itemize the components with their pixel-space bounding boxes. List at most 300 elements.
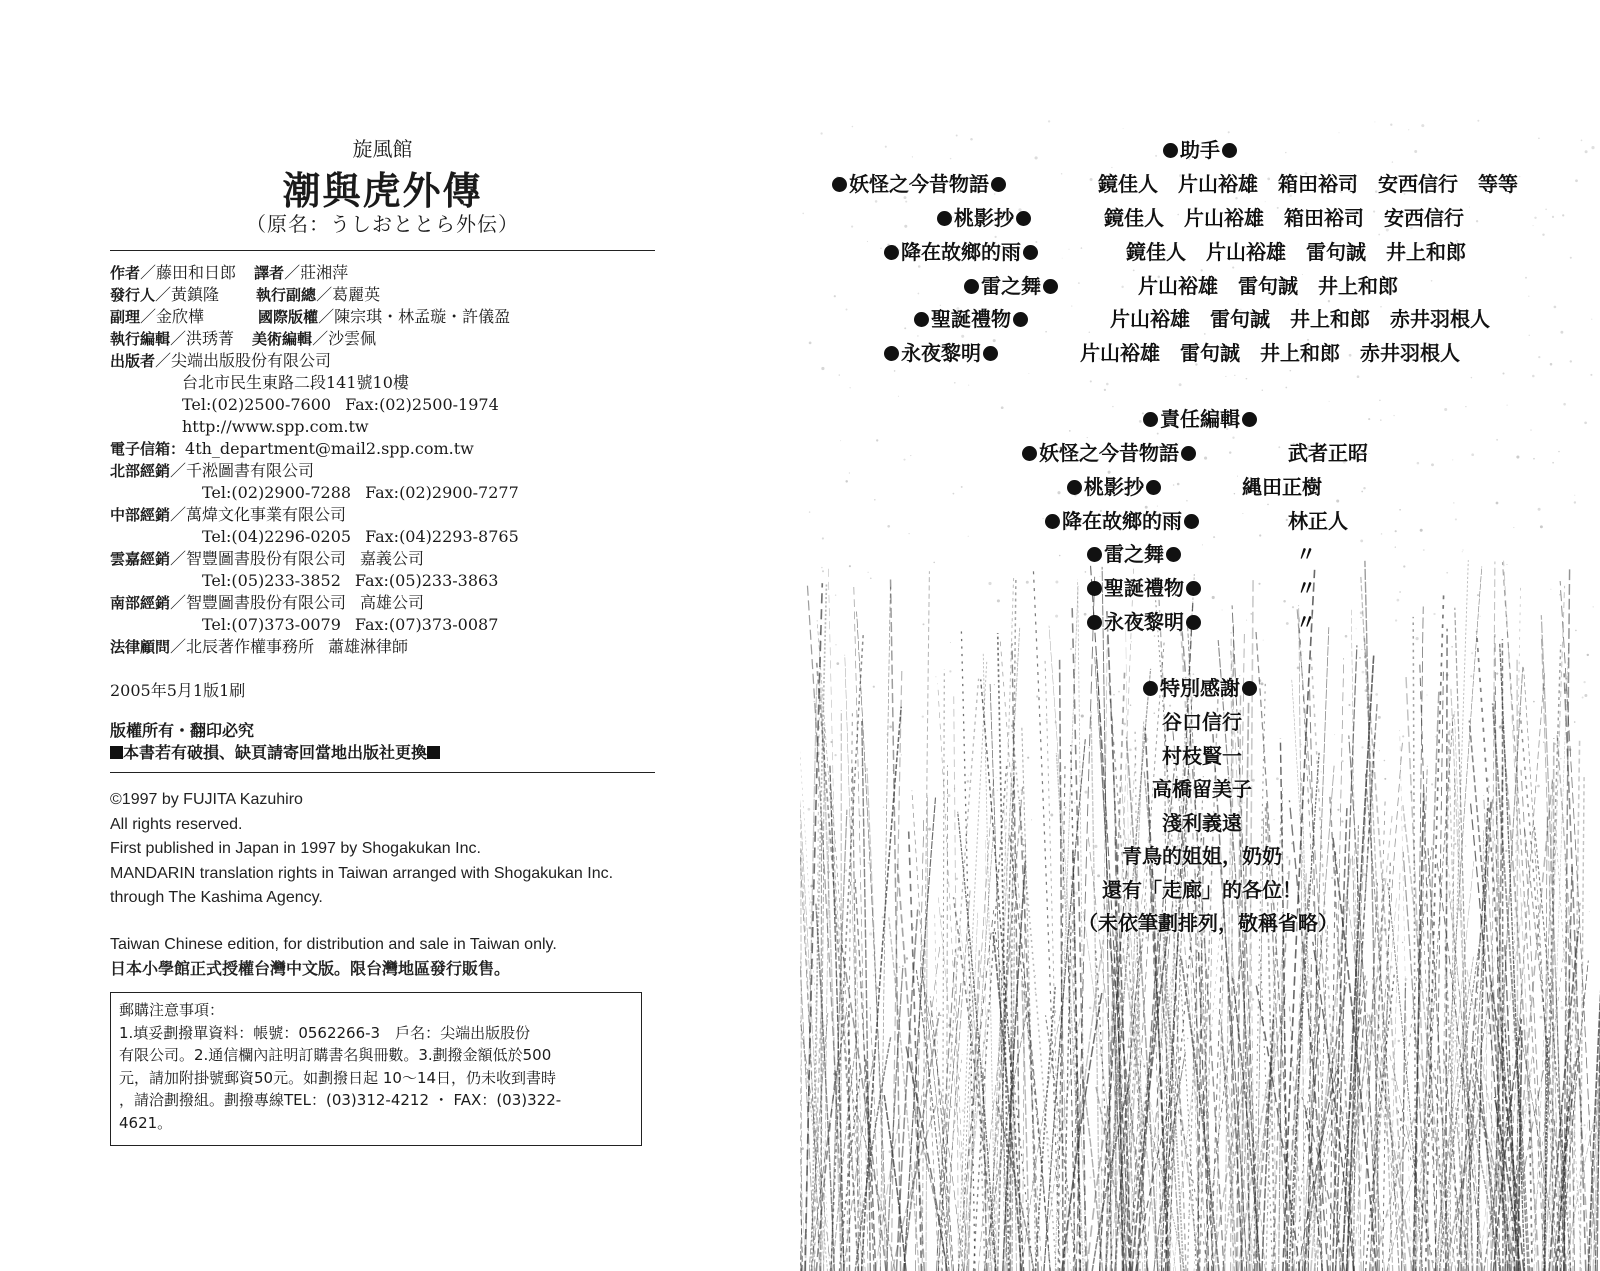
credit-label: 法律顧問 — [110, 638, 171, 656]
texture-speck — [1570, 360, 1572, 362]
texture-speck — [1535, 865, 1538, 868]
assistant-names: 鏡佳人 片山裕雄 雷句誠 井上和郎 — [1126, 240, 1466, 264]
texture-speck — [922, 939, 925, 942]
texture-speck — [1496, 672, 1498, 674]
texture-speck — [879, 1132, 880, 1133]
texture-speck — [1334, 1122, 1336, 1124]
thanks-name: 還有「走廊」的各位！ — [1102, 878, 1302, 902]
texture-speck — [923, 623, 925, 625]
replacement-notice-row — [110, 742, 440, 764]
grass-stroke — [1413, 1024, 1456, 1271]
credit-row: 執行編輯／洪琇菁 美術編輯／沙雲佩 — [110, 329, 377, 348]
texture-speck — [835, 644, 836, 645]
texture-speck — [1507, 861, 1509, 863]
copyright-line: MANDARIN translation rights in Taiwan arranged with Shogakukan Inc. — [110, 864, 614, 882]
texture-speck — [913, 927, 915, 929]
story-title: 桃影抄 — [1065, 471, 1163, 500]
texture-speck — [1538, 508, 1541, 511]
credit-value: 藤田和日郎 — [156, 263, 237, 282]
bullet-icon — [1023, 245, 1038, 260]
distribution-notice-en: Taiwan Chinese edition, for distribution and sale in Taiwan only. — [110, 936, 557, 953]
texture-speck — [1129, 748, 1132, 751]
texture-speck — [1534, 217, 1536, 219]
texture-speck — [1222, 610, 1223, 611]
credit-row: 北部經銷／千淞圖書有限公司 — [110, 461, 315, 480]
texture-speck — [840, 440, 841, 441]
story-title: 降在故鄉的雨 — [1043, 505, 1201, 534]
texture-speck — [1285, 152, 1286, 153]
grass-stroke — [1364, 638, 1405, 1271]
texture-speck — [1552, 938, 1554, 940]
texture-speck — [1399, 591, 1401, 593]
texture-speck — [1212, 596, 1215, 599]
texture-speck — [830, 741, 832, 743]
texture-speck — [1302, 651, 1303, 652]
texture-speck — [1404, 978, 1407, 981]
texture-speck — [1078, 826, 1079, 827]
texture-speck — [1233, 1093, 1234, 1094]
texture-speck — [820, 1175, 823, 1178]
texture-speck — [1179, 383, 1182, 386]
texture-speck — [967, 780, 969, 782]
texture-speck — [1161, 1119, 1162, 1120]
texture-speck — [1431, 783, 1433, 785]
texture-speck — [1475, 1090, 1476, 1091]
texture-speck — [883, 806, 885, 808]
texture-speck — [1143, 1065, 1145, 1067]
texture-speck — [1177, 483, 1180, 486]
bullet-icon — [1087, 615, 1102, 630]
texture-speck — [1062, 258, 1063, 259]
texture-speck — [1311, 995, 1314, 998]
texture-speck — [1385, 953, 1387, 955]
texture-speck — [1372, 967, 1375, 970]
texture-speck — [1368, 775, 1370, 777]
thanks-name: 高橋留美子 — [1152, 777, 1252, 801]
texture-speck — [849, 472, 850, 473]
phone-number: Tel:(02)2900-7288 — [202, 483, 352, 502]
texture-speck — [1240, 1175, 1242, 1177]
texture-speck — [1291, 1129, 1293, 1131]
texture-speck — [1089, 1007, 1092, 1010]
texture-speck — [1533, 225, 1534, 226]
texture-speck — [872, 954, 874, 956]
thanks-name: 村枝賢一 — [1162, 744, 1242, 768]
texture-speck — [1334, 734, 1335, 735]
texture-speck — [1171, 979, 1173, 981]
mail-order-heading: 郵購注意事項： — [119, 1001, 225, 1019]
texture-speck — [1496, 502, 1499, 505]
texture-speck — [1055, 581, 1058, 584]
texture-speck — [1130, 704, 1132, 706]
texture-speck — [1015, 919, 1018, 922]
texture-speck — [1065, 807, 1067, 809]
texture-speck — [1500, 1151, 1503, 1154]
texture-speck — [846, 309, 848, 311]
bullet-icon — [1242, 681, 1257, 696]
texture-speck — [1368, 418, 1370, 420]
texture-speck — [1083, 964, 1084, 965]
texture-speck — [1243, 1000, 1246, 1003]
texture-speck — [1065, 1118, 1067, 1120]
texture-speck — [1260, 1151, 1262, 1153]
texture-speck — [1252, 998, 1255, 1001]
texture-speck — [805, 840, 806, 841]
grass-stroke — [1517, 658, 1518, 1271]
texture-speck — [870, 577, 872, 579]
texture-speck — [1393, 415, 1394, 416]
texture-speck — [1273, 1062, 1275, 1064]
publisher-address: 台北市民生東路二段141號10樓 — [182, 373, 409, 392]
texture-speck — [1530, 995, 1532, 997]
texture-speck — [1474, 1023, 1476, 1025]
texture-speck — [1097, 874, 1100, 877]
texture-speck — [1053, 1010, 1056, 1013]
mail-order-line: 4621。 — [119, 1113, 173, 1132]
texture-speck — [1533, 701, 1535, 703]
bullet-icon — [937, 211, 952, 226]
texture-speck — [1421, 124, 1424, 127]
texture-speck — [1490, 991, 1491, 992]
texture-speck — [1465, 845, 1467, 847]
texture-speck — [859, 815, 861, 817]
texture-speck — [1070, 932, 1072, 934]
texture-speck — [1360, 539, 1363, 542]
bullet-icon — [1184, 514, 1199, 529]
distributor-contact — [110, 482, 670, 504]
credit-row: 南部經銷／智豐圖書股份有限公司 高雄公司 — [110, 593, 425, 612]
texture-speck — [1026, 581, 1029, 584]
grass-stroke — [1060, 659, 1064, 1271]
texture-speck — [1242, 513, 1243, 514]
texture-speck — [1113, 694, 1115, 696]
credit-row: 雲嘉經銷／智豐圖書股份有限公司 嘉義公司 — [110, 549, 425, 568]
texture-speck — [1213, 536, 1215, 538]
texture-speck — [1361, 491, 1363, 493]
texture-speck — [1246, 378, 1248, 380]
texture-speck — [953, 493, 955, 495]
texture-speck — [864, 1172, 867, 1175]
texture-speck — [1519, 176, 1520, 177]
bullet-icon — [1166, 547, 1181, 562]
texture-speck — [1462, 549, 1463, 550]
publisher-url: http://www.spp.com.tw — [182, 417, 369, 436]
distribution-notice-cn: 日本小學館正式授權台灣中文版。限台灣地區發行販售。 — [110, 959, 511, 978]
grass-stroke — [1302, 766, 1334, 1271]
texture-speck — [1362, 671, 1365, 674]
texture-speck — [1483, 919, 1485, 921]
texture-speck — [851, 226, 853, 228]
texture-speck — [948, 1024, 951, 1027]
texture-speck — [1186, 500, 1188, 502]
texture-speck — [819, 1137, 820, 1138]
texture-speck — [1081, 714, 1084, 717]
story-title: 永夜黎明 — [1085, 606, 1203, 635]
credit-row: 法律顧問／北辰著作權事務所 蕭雄淋律師 — [110, 637, 409, 656]
texture-speck — [1587, 654, 1589, 656]
texture-speck — [1261, 682, 1264, 685]
texture-speck — [1083, 1049, 1084, 1050]
texture-speck — [1593, 606, 1594, 607]
texture-speck — [1094, 845, 1097, 848]
texture-speck — [1383, 928, 1386, 931]
texture-speck — [929, 1108, 932, 1111]
grass-stroke — [1406, 676, 1430, 1271]
phone-number: Tel:(04)2296-0205 — [202, 527, 352, 546]
texture-speck — [1563, 403, 1566, 406]
texture-speck — [923, 1094, 926, 1097]
texture-speck — [1399, 1002, 1400, 1003]
credit-value: 嘉義公司 — [360, 549, 425, 568]
texture-speck — [909, 1048, 910, 1049]
texture-speck — [1329, 401, 1330, 402]
texture-speck — [1486, 778, 1489, 781]
texture-speck — [1189, 1214, 1191, 1216]
credit-label: 發行人 — [110, 286, 156, 304]
texture-speck — [1366, 706, 1369, 709]
texture-speck — [1359, 657, 1361, 659]
texture-speck — [810, 885, 813, 888]
story-title: 雷之舞 — [1085, 538, 1183, 567]
texture-speck — [1267, 504, 1269, 506]
texture-speck — [876, 439, 878, 441]
texture-speck — [983, 1173, 985, 1175]
bullet-icon — [884, 245, 899, 260]
texture-speck — [1325, 1018, 1327, 1020]
grass-stroke — [880, 585, 890, 1271]
texture-speck — [1560, 758, 1562, 760]
texture-speck — [875, 200, 878, 203]
editor-name: 武者正昭 — [1288, 441, 1368, 465]
texture-speck — [1431, 463, 1434, 466]
texture-speck — [1515, 1145, 1517, 1147]
texture-speck — [1562, 214, 1564, 216]
texture-speck — [1378, 716, 1381, 719]
texture-speck — [1071, 1209, 1072, 1210]
texture-speck — [1433, 613, 1435, 615]
credit-label: 雲嘉經銷 — [110, 550, 171, 568]
texture-speck — [1392, 1150, 1393, 1151]
texture-speck — [809, 927, 812, 930]
texture-speck — [1454, 711, 1455, 712]
texture-speck — [850, 387, 851, 388]
texture-speck — [1470, 675, 1472, 677]
original-title: （原名：うしおととら外伝） — [246, 212, 519, 236]
texture-speck — [1131, 641, 1132, 642]
texture-speck — [1075, 892, 1078, 895]
texture-speck — [1368, 453, 1369, 454]
texture-speck — [809, 901, 811, 903]
texture-speck — [904, 225, 907, 228]
texture-speck — [1386, 1214, 1389, 1217]
credit-value: 洪琇菁 — [186, 329, 235, 348]
texture-speck — [1574, 721, 1576, 723]
texture-speck — [1219, 1058, 1221, 1060]
texture-speck — [940, 1015, 941, 1016]
texture-speck — [1505, 850, 1507, 852]
texture-speck — [1562, 886, 1563, 887]
texture-speck — [1575, 630, 1577, 632]
bullet-icon — [991, 177, 1006, 192]
texture-speck — [1449, 1069, 1452, 1072]
texture-speck — [1471, 652, 1473, 654]
texture-speck — [1061, 173, 1063, 175]
email-address: 4th_department@mail2.spp.com.tw — [185, 439, 474, 458]
texture-speck — [868, 862, 869, 863]
texture-speck — [1558, 727, 1560, 729]
credit-value: 沙雲佩 — [328, 329, 377, 348]
texture-speck — [1363, 938, 1364, 939]
texture-speck — [1421, 1104, 1423, 1106]
credit-value: 金欣樺 — [156, 307, 205, 326]
bullet-icon — [1022, 446, 1037, 461]
credit-value: 萬煒文化事業有限公司 — [186, 505, 347, 524]
texture-speck — [921, 945, 923, 947]
texture-speck — [945, 814, 947, 816]
texture-speck — [1480, 616, 1481, 617]
grass-stroke — [1280, 738, 1287, 1271]
texture-speck — [1589, 911, 1590, 912]
fax-number: Fax:(07)373-0087 — [354, 615, 499, 634]
texture-speck — [1360, 611, 1363, 614]
texture-speck — [1081, 247, 1083, 249]
credit-label: 執行編輯 — [110, 330, 171, 348]
texture-speck — [1189, 1125, 1190, 1126]
texture-speck — [882, 916, 884, 918]
bullet-icon — [1143, 412, 1158, 427]
texture-speck — [983, 1042, 985, 1044]
texture-speck — [1069, 430, 1071, 432]
texture-speck — [1496, 439, 1498, 441]
texture-speck — [1583, 681, 1585, 683]
texture-speck — [962, 1109, 965, 1112]
assistant-names: 片山裕雄 雷句誠 井上和郎 赤井羽根人 — [1110, 307, 1490, 331]
bullet-icon — [1087, 547, 1102, 562]
texture-speck — [1128, 1046, 1131, 1049]
texture-speck — [950, 642, 951, 643]
credit-value: 智豐圖書股份有限公司 — [186, 549, 347, 568]
texture-speck — [906, 957, 908, 959]
bullet-icon — [1043, 279, 1058, 294]
texture-speck — [845, 870, 847, 872]
texture-speck — [1572, 889, 1573, 890]
texture-speck — [933, 562, 935, 564]
texture-speck — [1326, 1053, 1327, 1054]
texture-speck — [821, 567, 822, 568]
texture-speck — [997, 871, 999, 873]
texture-speck — [909, 1028, 912, 1031]
credit-value: 莊湘萍 — [300, 263, 349, 282]
texture-speck — [1161, 1089, 1163, 1091]
texture-speck — [1431, 280, 1433, 282]
texture-speck — [1353, 1058, 1356, 1061]
texture-speck — [1516, 455, 1519, 458]
texture-speck — [949, 670, 951, 672]
texture-speck — [1059, 777, 1061, 779]
texture-speck — [1232, 437, 1234, 439]
bullet-icon — [1146, 480, 1161, 495]
texture-speck — [1016, 662, 1018, 664]
texture-speck — [1285, 387, 1287, 389]
texture-speck — [1341, 1111, 1344, 1114]
texture-speck — [1552, 462, 1554, 464]
credit-row: 出版者／尖端出版股份有限公司 — [110, 351, 332, 370]
story-title: 妖怪之今昔物語 — [1020, 437, 1198, 466]
texture-speck — [1398, 1040, 1400, 1042]
texture-speck — [822, 570, 824, 572]
texture-speck — [1004, 795, 1006, 797]
texture-speck — [981, 975, 984, 978]
section-heading-thanks: 特別感謝 — [1141, 672, 1259, 701]
texture-speck — [1341, 949, 1342, 950]
rights-notice — [110, 720, 440, 764]
grass-stroke — [1450, 774, 1455, 1271]
texture-speck — [996, 777, 997, 778]
texture-speck — [1322, 1130, 1324, 1132]
texture-speck — [1074, 802, 1076, 804]
texture-speck — [887, 525, 890, 528]
texture-speck — [1542, 233, 1544, 235]
texture-speck — [852, 126, 854, 128]
texture-speck — [1415, 1103, 1417, 1105]
texture-speck — [1291, 842, 1293, 844]
texture-speck — [970, 138, 973, 141]
phone-number: Tel:(07)373-0079 — [202, 615, 341, 634]
texture-speck — [1399, 509, 1401, 511]
section-heading-editors: 責任編輯 — [1141, 403, 1259, 432]
texture-speck — [1453, 502, 1455, 504]
texture-speck — [1124, 1077, 1125, 1078]
texture-speck — [1267, 820, 1269, 822]
texture-speck — [1568, 1032, 1570, 1034]
texture-speck — [813, 1035, 814, 1036]
texture-speck — [1273, 819, 1274, 820]
bullet-icon — [1013, 312, 1028, 327]
texture-speck — [940, 915, 942, 917]
texture-speck — [849, 565, 851, 567]
texture-speck — [873, 686, 875, 688]
texture-speck — [1449, 972, 1451, 974]
texture-speck — [1204, 333, 1206, 335]
texture-speck — [870, 1179, 872, 1181]
texture-speck — [1446, 674, 1449, 677]
texture-speck — [950, 158, 951, 159]
grass-stroke — [1033, 570, 1059, 1271]
texture-speck — [1234, 375, 1235, 376]
texture-speck — [997, 599, 1000, 602]
editor-name: 林正人 — [1288, 509, 1348, 533]
texture-speck — [1471, 377, 1472, 378]
section-heading-assistants: 助手 — [1161, 134, 1239, 163]
texture-speck — [928, 828, 931, 831]
texture-speck — [1507, 405, 1508, 406]
credit-label: 作者 — [110, 264, 141, 282]
square-bullet-icon — [110, 746, 123, 759]
texture-speck — [1116, 976, 1119, 979]
fax-number: Fax:(02)2500-1974 — [345, 395, 499, 414]
bullet-icon — [1242, 412, 1257, 427]
texture-speck — [912, 1072, 914, 1074]
texture-speck — [898, 396, 899, 397]
bullet-icon — [1186, 581, 1201, 596]
edition-info: 2005年5月1版1刷 — [110, 681, 246, 700]
texture-speck — [1365, 689, 1368, 692]
bullet-icon — [884, 346, 899, 361]
texture-speck — [1204, 457, 1207, 460]
texture-speck — [1555, 819, 1557, 821]
mail-order-line: 元，請加附掛號郵資50元。如劃撥日起 10～14日，仍未收到書時 — [119, 1068, 557, 1087]
texture-speck — [1379, 400, 1380, 401]
